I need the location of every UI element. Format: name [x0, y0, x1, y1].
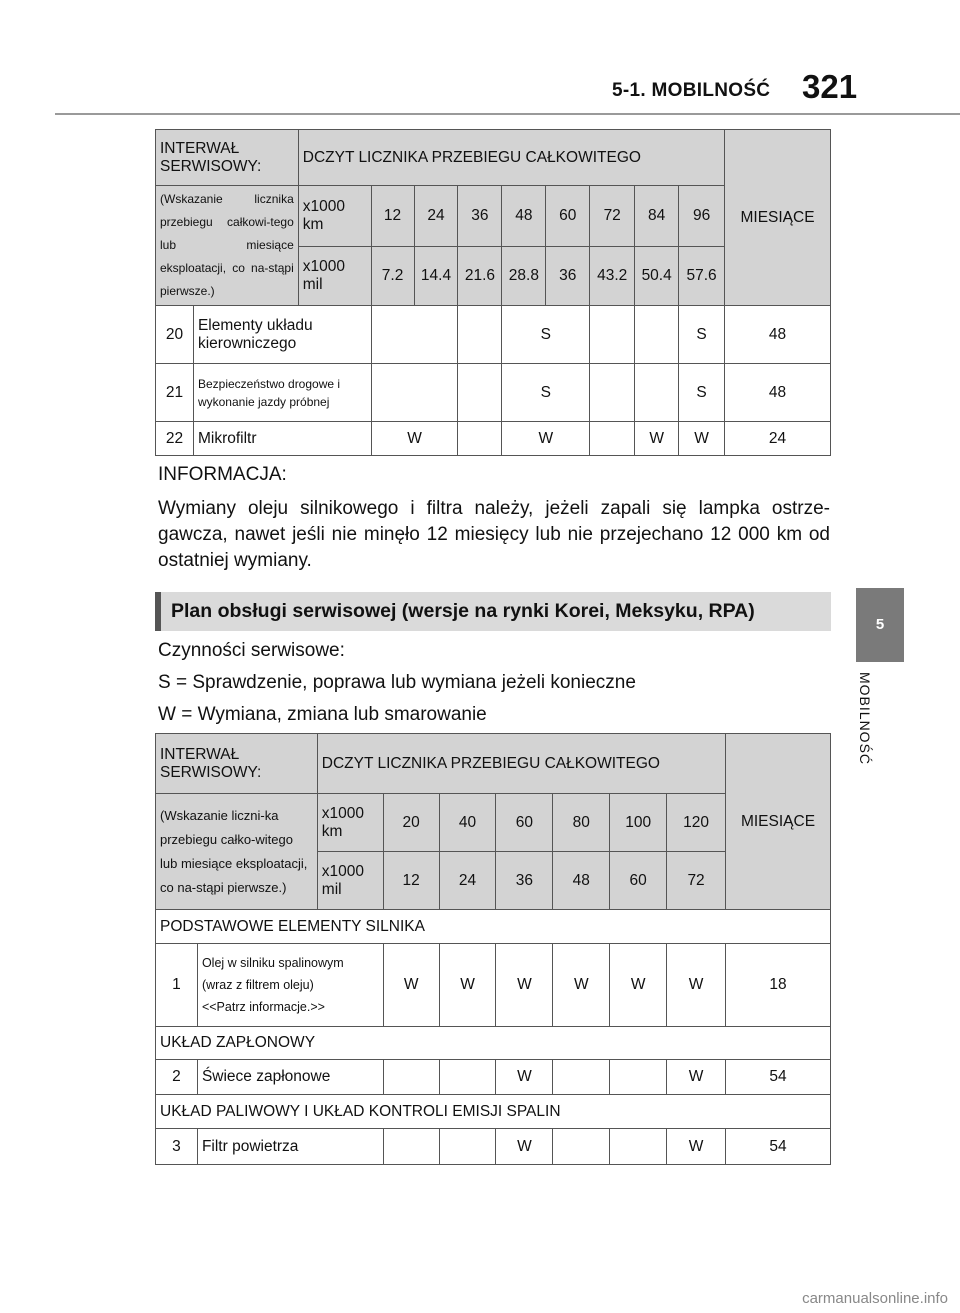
km-value: 100: [610, 794, 667, 852]
row-months: 48: [725, 306, 831, 364]
km-value: 24: [414, 186, 458, 247]
months-header: MIESIĄCE: [725, 130, 831, 306]
row-cell: W: [496, 1129, 553, 1165]
interval-label: INTERWAŁ SERWISOWY:: [156, 130, 299, 186]
mil-unit: x1000 mil: [298, 246, 371, 306]
row-cell: W: [635, 422, 679, 456]
row-cell: [383, 1129, 439, 1165]
table-row: [156, 1060, 831, 1095]
table-row: [156, 944, 831, 1027]
row-cell: W: [610, 944, 667, 1027]
row-item: Świece zapłonowe: [197, 1060, 383, 1095]
km-value: 72: [590, 186, 635, 247]
months-header: MIESIĄCE: [726, 734, 831, 910]
row-cell: [439, 1060, 496, 1095]
info-text: Wymiany oleju silnikowego i filtra należy, jeżeli zapali się lampka ostrze-gawcza, nawet jeśli nie minęło 12 miesięcy lub nie przejechano 12 000 km od ostatniej wymiany.: [158, 498, 830, 571]
row-cell: [590, 306, 635, 364]
row-cell: W: [496, 944, 553, 1027]
km-value: 60: [546, 186, 590, 247]
row-item-line: <<Patrz informacje.>>: [201, 1000, 325, 1014]
km-value: 48: [502, 186, 546, 247]
row-months: 54: [726, 1060, 831, 1095]
row-number: 21: [156, 364, 194, 422]
row-cell: [371, 364, 458, 422]
row-months: 18: [726, 944, 831, 1027]
row-item: Mikrofiltr: [193, 422, 371, 456]
row-cell: [553, 1129, 610, 1165]
row-months: 48: [725, 364, 831, 422]
section-row: UKŁAD ZAPŁONOWY: [156, 1027, 831, 1060]
row-cell: W: [667, 1060, 726, 1095]
mil-value: 43.2: [590, 246, 635, 306]
row-cell: [458, 364, 502, 422]
km-value: 80: [553, 794, 610, 852]
watermark: carmanualsonline.info: [802, 1290, 948, 1307]
mil-value: 36: [546, 246, 590, 306]
maintenance-table-2: [155, 733, 831, 1165]
odometer-label: DCZYT LICZNIKA PRZEBIEGU CAŁKOWITEGO: [317, 734, 725, 794]
row-cell: [635, 364, 679, 422]
row-item: Filtr powietrza: [197, 1129, 383, 1165]
row-cell: W: [502, 422, 590, 456]
row-cell: [610, 1129, 667, 1165]
legend-intro: Czynności serwisowe:: [158, 640, 345, 661]
interval-label: INTERWAŁ SERWISOWY:: [156, 734, 318, 794]
row-cell: W: [679, 422, 725, 456]
maintenance-table-1: [155, 129, 831, 456]
mil-value: 50.4: [635, 246, 679, 306]
row-cell: [553, 1060, 610, 1095]
row-cell: W: [667, 944, 726, 1027]
km-value: 120: [667, 794, 726, 852]
row-cell: W: [553, 944, 610, 1027]
interval-note: (Wskazanie liczni-ka przebiegu całko-witego lub miesiące eksploatacji, co na-stąpi pierwsze.): [156, 794, 318, 910]
km-unit: x1000 km: [298, 186, 371, 247]
mil-value: 7.2: [371, 246, 414, 306]
km-unit: x1000 km: [317, 794, 383, 852]
section-banner: [155, 592, 831, 631]
row-cell: S: [502, 306, 590, 364]
row-item-line: Olej w silniku spalinowym: [201, 956, 344, 970]
mil-value: 60: [610, 852, 667, 910]
row-number: 3: [156, 1129, 198, 1165]
row-cell: W: [439, 944, 496, 1027]
mil-value: 57.6: [679, 246, 725, 306]
mil-unit: x1000 mil: [317, 852, 383, 910]
table-row: [156, 364, 831, 422]
section-title: 5-1. MOBILNOŚĆ: [612, 80, 771, 101]
table-row: [156, 306, 831, 364]
banner-accent: [155, 592, 161, 631]
row-number: 1: [156, 944, 198, 1027]
page-number: 321: [802, 68, 858, 105]
km-value: 84: [635, 186, 679, 247]
table-row: [156, 1129, 831, 1165]
row-item: Bezpieczeństwo drogowe i wykonanie jazdy próbnej: [193, 364, 371, 422]
header-divider: [55, 113, 960, 115]
row-cell: [590, 422, 635, 456]
row-cell: S: [679, 306, 725, 364]
mil-value: 28.8: [502, 246, 546, 306]
legend-s: S = Sprawdzenie, poprawa lub wymiana jeżeli konieczne: [158, 672, 636, 693]
km-value: 96: [679, 186, 725, 247]
mil-value: 48: [553, 852, 610, 910]
row-cell: W: [383, 944, 439, 1027]
row-item-line: (wraz z filtrem oleju): [201, 978, 314, 992]
mil-value: 36: [496, 852, 553, 910]
table-row: [156, 422, 831, 456]
row-number: 22: [156, 422, 194, 456]
row-cell: [439, 1129, 496, 1165]
row-number: 2: [156, 1060, 198, 1095]
section-row: PODSTAWOWE ELEMENTY SILNIKA: [156, 910, 831, 944]
mil-value: 72: [667, 852, 726, 910]
row-cell: [610, 1060, 667, 1095]
row-cell: [383, 1060, 439, 1095]
row-cell: S: [679, 364, 725, 422]
row-cell: S: [502, 364, 590, 422]
row-cell: W: [667, 1129, 726, 1165]
info-heading: INFORMACJA:: [158, 464, 287, 485]
row-cell: [635, 306, 679, 364]
km-value: 60: [496, 794, 553, 852]
row-cell: W: [371, 422, 458, 456]
mil-value: 24: [439, 852, 496, 910]
km-value: 40: [439, 794, 496, 852]
row-cell: [458, 306, 502, 364]
km-value: 12: [371, 186, 414, 247]
mil-value: 21.6: [458, 246, 502, 306]
row-months: 54: [726, 1129, 831, 1165]
km-value: 20: [383, 794, 439, 852]
row-cell: [458, 422, 502, 456]
odometer-label: DCZYT LICZNIKA PRZEBIEGU CAŁKOWITEGO: [298, 130, 724, 186]
row-item: [197, 944, 383, 1027]
chapter-tab-label: MOBILNOŚĆ: [857, 672, 873, 766]
row-number: 20: [156, 306, 194, 364]
row-months: 24: [725, 422, 831, 456]
interval-note: (Wskazanie licznika przebiegu całkowi-tego lub miesiące eksploatacji, co na-stąpi pierwsze.): [156, 186, 299, 306]
row-cell: [590, 364, 635, 422]
mil-value: 12: [383, 852, 439, 910]
section-row: UKŁAD PALIWOWY I UKŁAD KONTROLI EMISJI SPALIN: [156, 1095, 831, 1129]
chapter-tab[interactable]: 5: [856, 588, 904, 662]
row-item: Elementy układu kierowniczego: [193, 306, 371, 364]
mil-value: 14.4: [414, 246, 458, 306]
row-cell: W: [496, 1060, 553, 1095]
row-cell: [371, 306, 458, 364]
km-value: 36: [458, 186, 502, 247]
banner-title: Plan obsługi serwisowej (wersje na rynki Korei, Meksyku, RPA): [171, 600, 755, 622]
legend-w: W = Wymiana, zmiana lub smarowanie: [158, 704, 487, 725]
